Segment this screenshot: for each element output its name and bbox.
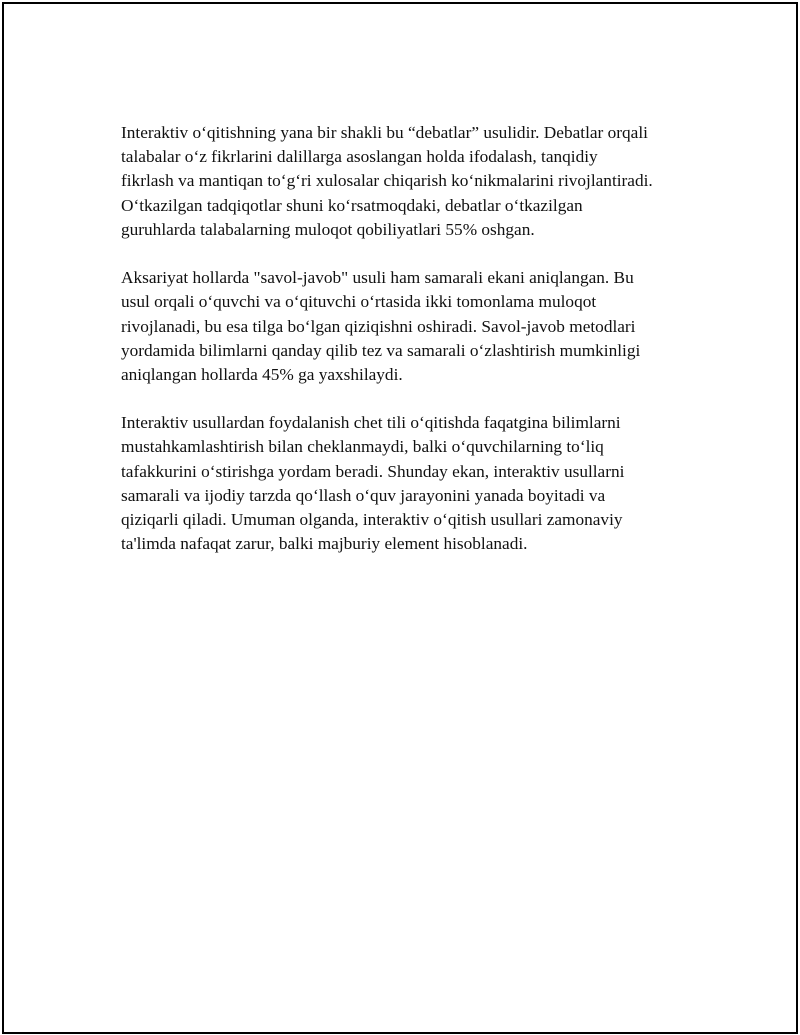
text-line: yordamida bilimlarni qanday qilib tez va samarali o‘zlashtirish mumkinligi <box>121 340 641 360</box>
text-line: aniqlangan hollarda 45% ga yaxshilaydi. <box>121 364 403 384</box>
text-line: qiziqarli qiladi. Umuman olganda, interaktiv o‘qitish usullari zamonaviy <box>121 510 623 529</box>
text-line: guruhlarda talabalarning muloqot qobiliyatlari 55% oshgan. <box>121 219 535 239</box>
paragraph-conclusion <box>121 411 701 556</box>
text-line: fikrlash va mantiqan to‘g‘ri xulosalar chiqarish ko‘nikmalarini rivojlantiradi. <box>121 171 653 191</box>
paragraph-question-answer <box>121 266 701 387</box>
text-line: usul orqali o‘quvchi va o‘qituvchi o‘rtasida ikki tomonlama muloqot <box>121 292 597 312</box>
text-line: Aksariyat hollarda "savol-javob" usuli ham samarali ekani aniqlangan. Bu <box>121 268 634 288</box>
text-line: Interaktiv usullardan foydalanish chet tili o‘qitishda faqatgina bilimlarni <box>121 413 621 433</box>
text-line: Interaktiv o‘qitishning yana bir shakli bu “debatlar” usulidir. Debatlar orqali <box>121 123 648 142</box>
text-line: ta'limda nafaqat zarur, balki majburiy element hisoblanadi. <box>121 534 528 554</box>
page-frame <box>2 2 798 1034</box>
text-line: tafakkurini o‘stirishga yordam beradi. Shunday ekan, interaktiv usullarni <box>121 461 625 481</box>
text-line: samarali va ijodiy tarzda qo‘llash o‘quv jarayonini yanada boyitadi va <box>121 485 606 505</box>
paragraph-debates <box>121 121 701 242</box>
document-body <box>121 121 701 581</box>
text-line: rivojlanadi, bu esa tilga bo‘lgan qiziqishni oshiradi. Savol-javob metodlari <box>121 316 636 336</box>
text-line: O‘tkazilgan tadqiqotlar shuni ko‘rsatmoqdaki, debatlar o‘tkazilgan <box>121 195 583 215</box>
text-line: mustahkamlashtirish bilan cheklanmaydi, balki o‘quvchilarning to‘liq <box>121 437 604 457</box>
text-line: talabalar o‘z fikrlarini dalillarga asoslangan holda ifodalash, tanqidiy <box>121 147 598 167</box>
